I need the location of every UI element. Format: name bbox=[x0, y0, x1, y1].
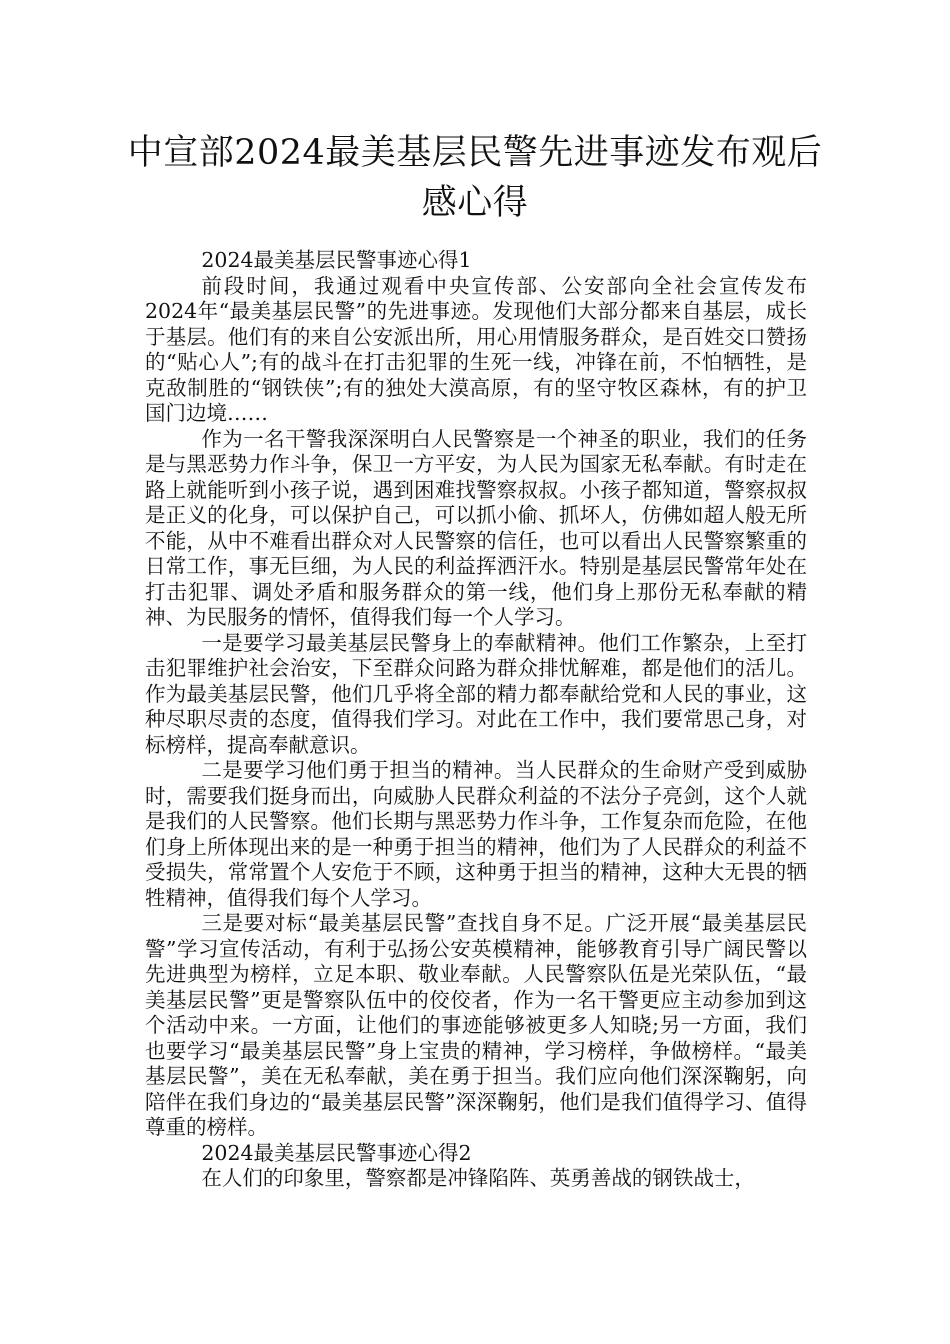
section-heading-2: 2024最美基层民警事迹心得2 bbox=[201, 1140, 472, 1165]
paragraph-point-three: 三是要对标“最美基层民警”查找自身不足。广泛开展“最美基层民警”学习宣传活动，有利于弘扬公安英模精神，能够教育引导广阔民警以先进典型为榜样，立足本职、敬业奉献。人民警察队伍是光荣队伍，“最美基层民警”更是警察队伍中的佼佼者，作为一名干警更应主动参加到这个活动中来。一方面，让他们的事迹能够被更多人知晓;另一方面，我们也要学习“最美基层民警”身上宝贵的精神，学习榜样，争做榜样。“最美基层民警”，美在无私奉献，美在勇于担当。我们应向他们深深鞠躬，向陪伴在我们身边的“最美基层民警”深深鞠躬，他们是我们值得学习、值得尊重的榜样。 bbox=[145, 911, 807, 1139]
document-body bbox=[145, 248, 807, 1192]
paragraph-point-one: 一是要学习最美基层民警身上的奉献精神。他们工作繁杂，上至打击犯罪维护社会治安，下至群众问路为群众排忧解难，都是他们的活儿。作为最美基层民警，他们几乎将全部的精力都奉献给党和人民的事业，这种尽职尽责的态度，值得我们学习。对此在工作中，我们要常思己身，对标榜样，提高奉献意识。 bbox=[145, 630, 807, 757]
paragraph-section-2-start: 在人们的印象里，警察都是冲锋陷阵、英勇善战的钢铁战士， bbox=[201, 1166, 755, 1190]
paragraph-police-duty: 作为一名干警我深深明白人民警察是一个神圣的职业，我们的任务是与黑恶势力作斗争，保卫一方平安，为人民为国家无私奉献。有时走在路上就能听到小孩子说，遇到困难找警察叔叔。小孩子都知道，警察叔叔是正义的化身，可以保护自己，可以抓小偷、抓坏人，仿佛如超人般无所不能，从中不难看出群众对人民警察的信任，也可以看出人民警察繁重的日常工作，事无巨细，为人民的利益挥洒汗水。特别是基层民警常年处在打击犯罪、调处矛盾和服务群众的第一线，他们身上那份无私奉献的精神、为民服务的情怀，值得我们每一个人学习。 bbox=[145, 426, 807, 629]
document-title: 中宣部2024最美基层民警先进事迹发布观后感心得 bbox=[127, 133, 823, 223]
paragraph-point-two: 二是要学习他们勇于担当的精神。当人民群众的生命财产受到威胁时，需要我们挺身而出，向威胁人民群众利益的不法分子亮剑，这个人就是我们的人民警察。他们长期与黑恶势力作斗争，工作复杂而危险，在他们身上所体现出来的是一种勇于担当的精神，他们为了人民群众的利益不受损失，常常置个人安危于不顾，这种勇于担当的精神，这种大无畏的牺牲精神，值得我们每个人学习。 bbox=[145, 758, 807, 910]
section-heading-1: 2024最美基层民警事迹心得1 bbox=[201, 248, 472, 272]
paragraph-intro: 前段时间，我通过观看中央宣传部、公安部向全社会宣传发布2024年“最美基层民警”的先进事迹。发现他们大部分都来自基层，成长于基层。他们有的来自公安派出所，用心用情服务群众，是百姓交口赞扬的“贴心人”;有的战斗在打击犯罪的生死一线，冲锋在前，不怕牺牲，是克敌制胜的“钢铁侠”;有的独处大漠高原，有的坚守牧区森林，有的护卫国门边境…… bbox=[145, 273, 807, 425]
